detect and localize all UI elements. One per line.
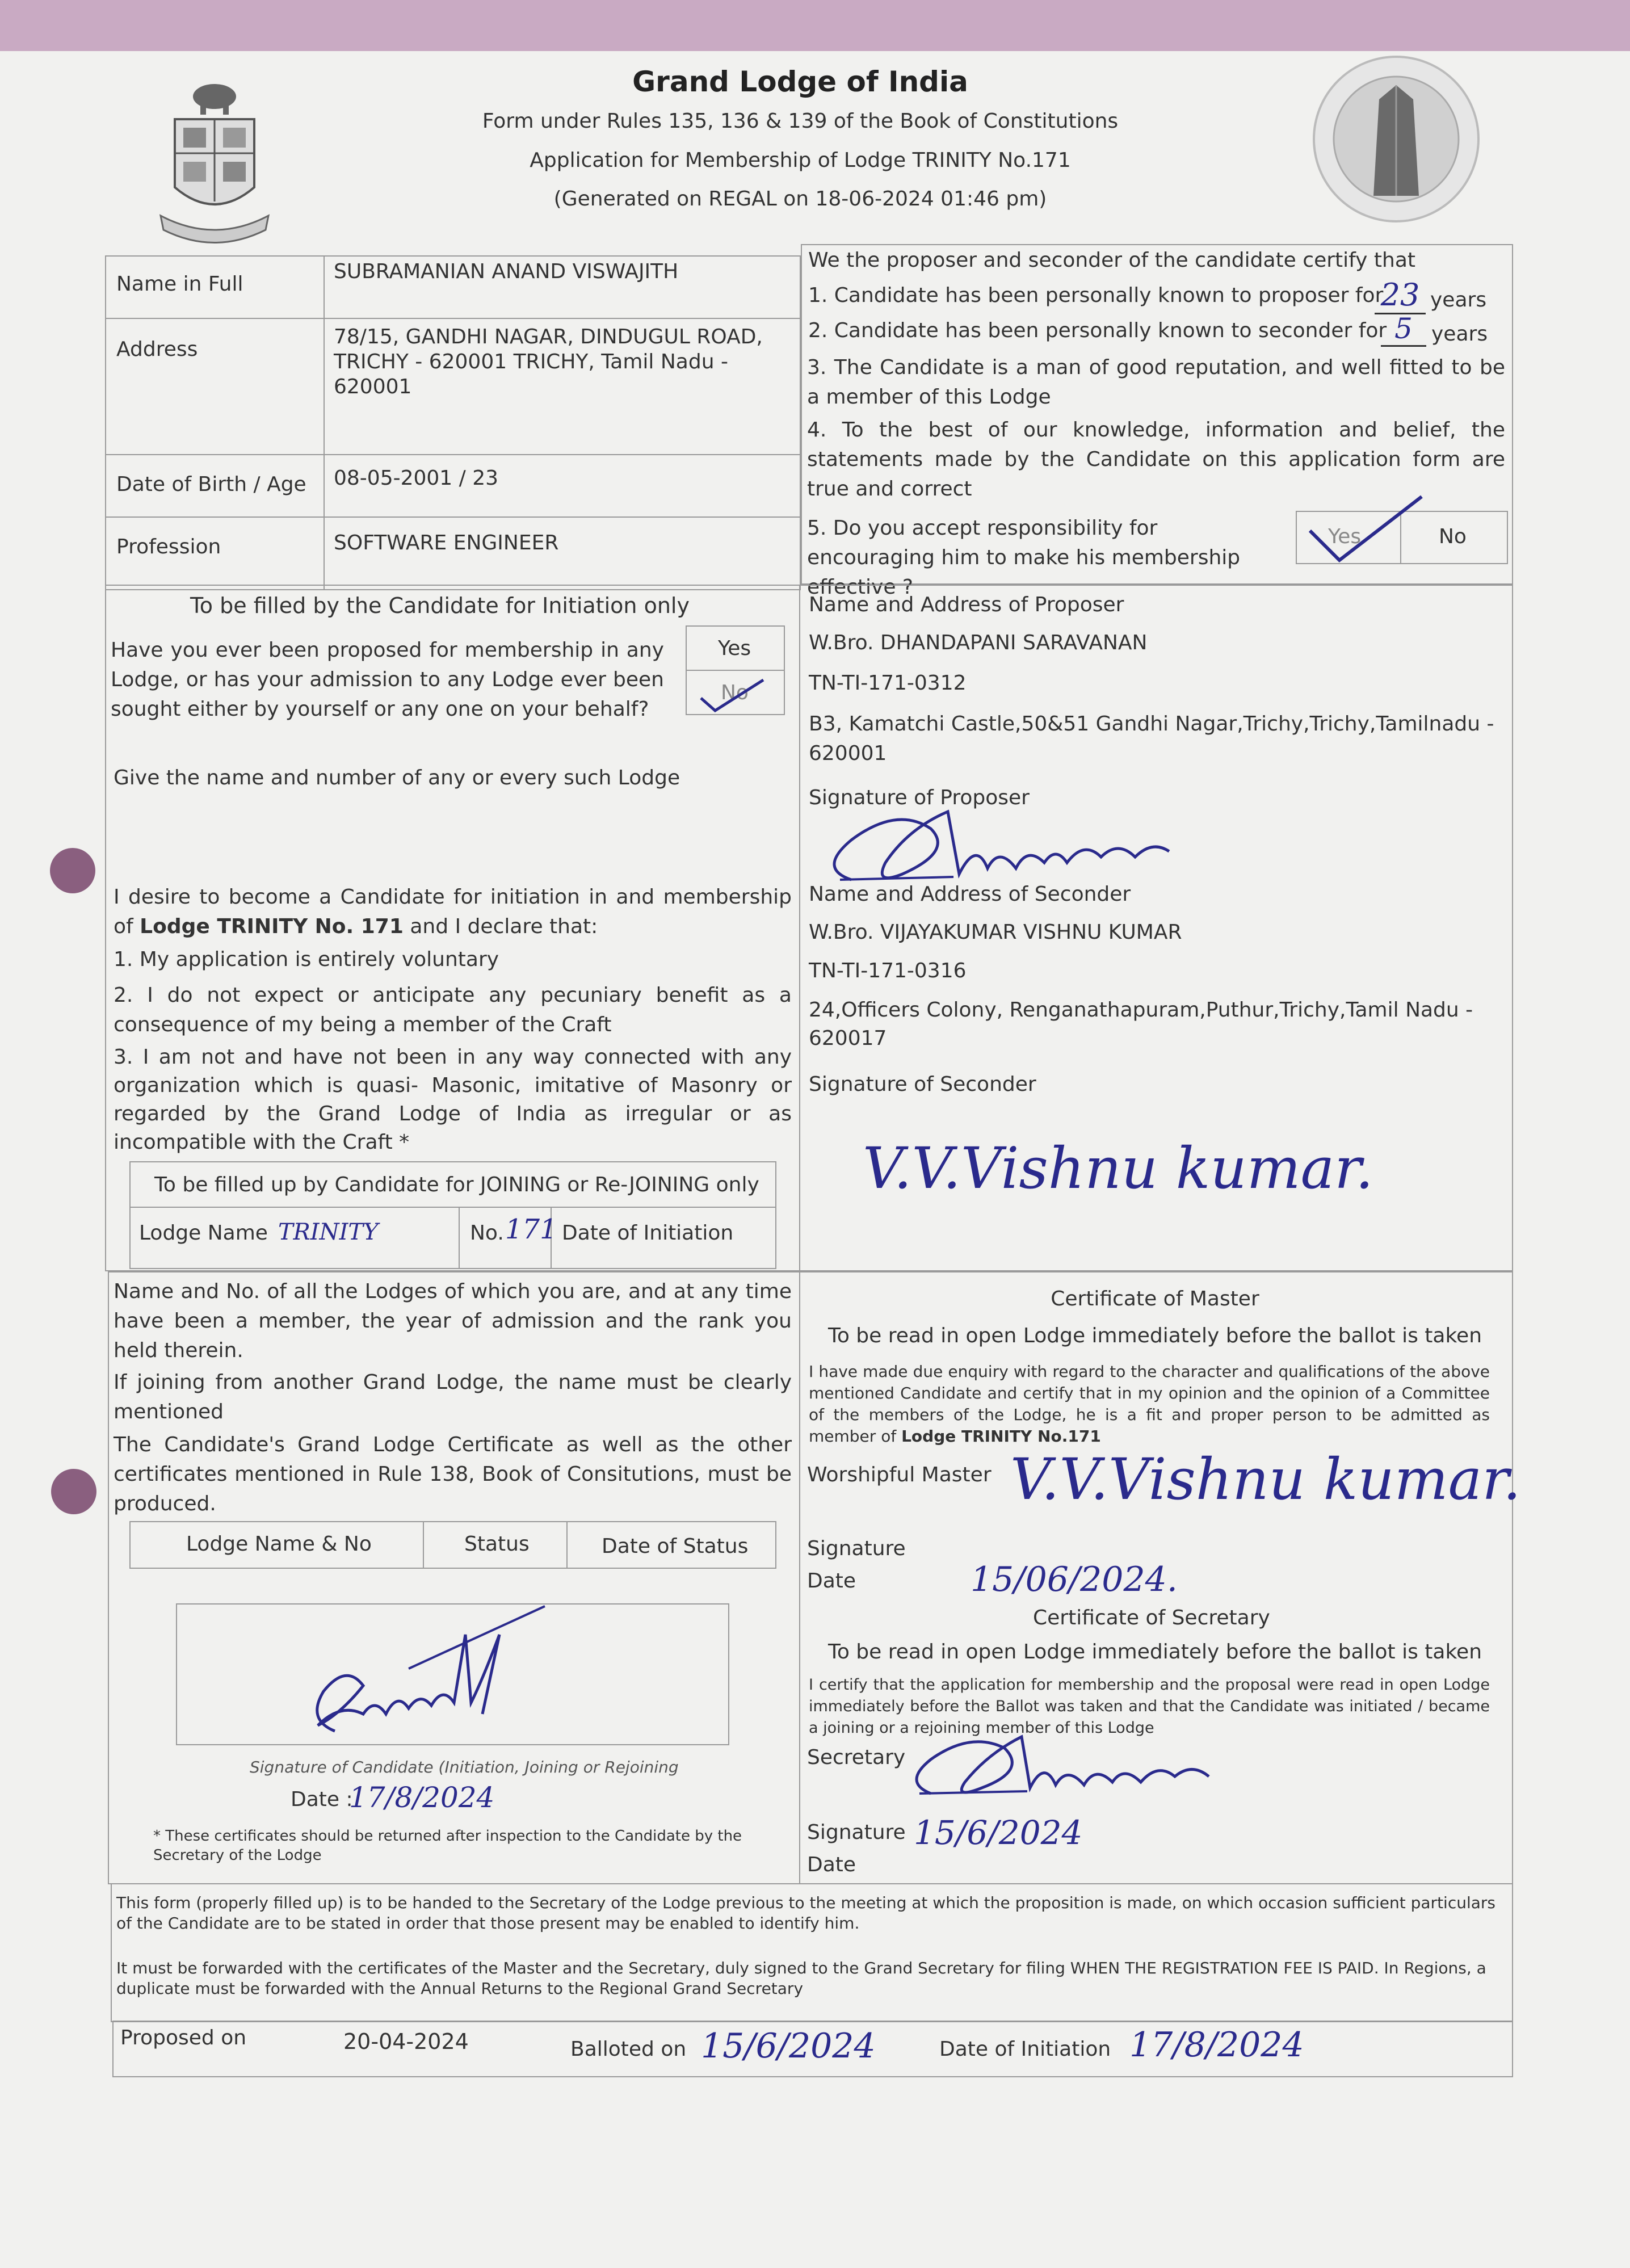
footer-note-1: This form (properly filled up) is to be handed to the Secretary of the Lodge previous to the meeting at which the proposition is made, on which occasion sufficient particulars of the Candidate are to be stated in order that those present may be enabled to identify him.	[116, 1893, 1495, 1933]
accept-yes-label: Yes	[1328, 525, 1362, 548]
proposed-on-label: Proposed on	[120, 2026, 247, 2049]
candidate-date-value: 17/8/2024	[349, 1781, 495, 1814]
declaration-2: 2. I do not expect or anticipate any pecuniary benefit as a consequence of my being a member of the Craft	[114, 984, 792, 1036]
lodges-paragraph-2: If joining from another Grand Lodge, the name must be clearly mentioned	[114, 1371, 792, 1423]
secretary-certificate-subtitle: To be read in open Lodge immediately before the ballot is taken	[827, 1640, 1482, 1664]
joining-lodge-name-label: Lodge Name	[139, 1221, 268, 1245]
address-value: 78/15, GANDHI NAGAR, DINDUGUL ROAD, TRICHY - 620001 TRICHY, Tamil Nadu - 620001	[334, 325, 763, 398]
secretary-signature-label: Signature	[807, 1821, 906, 1844]
worshipful-master-label: Worshipful Master	[807, 1463, 992, 1486]
desire-lodge: Lodge TRINITY No. 171	[140, 915, 404, 938]
secretary-label: Secretary	[807, 1746, 906, 1769]
master-date-label: Date	[807, 1569, 856, 1593]
candidate-signature	[295, 1601, 556, 1742]
address-label: Address	[116, 338, 198, 361]
lodges-col-name: Lodge Name & No	[186, 1532, 372, 1556]
proposer-address: B3, Kamatchi Castle,50&51 Gandhi Nagar,Trichy,Trichy,Tamilnadu - 620001	[809, 712, 1494, 765]
name-label: Name in Full	[116, 272, 243, 296]
certify-item-2: 2. Candidate has been personally known to seconder for	[808, 319, 1387, 342]
proposed-no-label: No	[721, 681, 749, 704]
desire-text	[114, 883, 792, 942]
name-value: SUBRAMANIAN ANAND VISWAJITH	[334, 260, 679, 283]
desire-text-start: I desire to become a Candidate for initiation in and membership of	[114, 885, 792, 938]
proposed-yes-label: Yes	[718, 637, 751, 660]
certify-item-4: 4. To the best of our knowledge, information and belief, the statements made by the Candidate on this application form are true and correct	[807, 418, 1505, 501]
certify-item-1: 1. Candidate has been personally known to proposer for	[808, 284, 1384, 307]
joining-no-label: No.	[470, 1221, 504, 1245]
proposer-name: W.Bro. DHANDAPANI SARAVANAN	[809, 631, 1148, 654]
lodge-seal-icon	[1311, 54, 1481, 224]
form-generated-line: (Generated on REGAL on 18-06-2024 01:46 pm)	[553, 187, 1047, 211]
give-name-label: Give the name and number of any or every such Lodge	[114, 766, 680, 789]
balloted-on-value: 15/6/2024	[701, 2026, 876, 2066]
seconder-id: TN-TI-171-0316	[809, 959, 967, 982]
initiation-date-label: Date of Initiation	[939, 2038, 1111, 2061]
seconder-name: W.Bro. VIJAYAKUMAR VISHNU KUMAR	[809, 921, 1182, 944]
profession-label: Profession	[116, 535, 221, 558]
dob-label: Date of Birth / Age	[116, 473, 306, 496]
certify-item-2-years: years	[1431, 322, 1488, 346]
certify-item-3: 3. The Candidate is a man of good reputation, and well fitted to be a member of this Lodge	[807, 356, 1505, 409]
proposer-years-value: 23	[1375, 277, 1426, 314]
punch-hole	[50, 848, 95, 893]
secretary-date-label: Date	[807, 1853, 856, 1876]
seconder-address: 24,Officers Colony, Renganathapuram,Puthur,Trichy,Tamil Nadu - 620017	[809, 998, 1473, 1050]
master-date-value: 15/06/2024.	[971, 1560, 1178, 1599]
joining-no-value: 171	[505, 1213, 557, 1245]
master-certificate-body: I have made due enquiry with regard to the character and qualifications of the above mentioned Candidate and certify that in my opinion and the opinion of a Committee of the members of the Lodge, he is a fit and proper person to be admitted as member of	[809, 1362, 1490, 1446]
declaration-1: 1. My application is entirely voluntary	[114, 948, 499, 971]
desire-text-end: and I declare that:	[410, 915, 598, 938]
certificates-footnote: * These certificates should be returned after inspection to the Candidate by the Secretary of the Lodge	[153, 1828, 742, 1864]
initiation-heading: To be filled by the Candidate for Initiation only	[190, 593, 690, 618]
accept-no-label: No	[1439, 525, 1467, 548]
master-certificate-subtitle: To be read in open Lodge immediately before the ballot is taken	[827, 1324, 1482, 1347]
initiation-date-value: 17/8/2024	[1129, 2025, 1304, 2065]
proposer-heading: Name and Address of Proposer	[809, 593, 1124, 616]
secretary-date-value: 15/6/2024	[914, 1813, 1083, 1852]
footer-note-2: It must be forwarded with the certificates of the Master and the Secretary, duly signed to the Grand Secretary for filing WHEN THE REGISTRATION FEE IS PAID. In Regions, a duplicate must be forwarded with the Annual Returns to the Regional Grand Secretary	[116, 1959, 1486, 1998]
seconder-signature: V.V.Vishnu kumar.	[863, 1135, 1373, 1202]
certify-item-1-years: years	[1430, 288, 1487, 312]
dob-value: 08-05-2001 / 23	[334, 467, 499, 490]
candidate-date-label: Date :	[291, 1788, 353, 1811]
punch-hole	[51, 1469, 96, 1514]
initiation-question: Have you ever been proposed for membership in any Lodge, or has your admission to any Lodge ever been sought either by yourself or any one on your behalf?	[111, 639, 664, 721]
accept-yes-check-icon	[1305, 491, 1425, 570]
master-signature-label: Signature	[807, 1537, 906, 1560]
seconder-heading: Name and Address of Seconder	[809, 883, 1131, 906]
master-certificate-title: Certificate of Master	[1051, 1287, 1259, 1311]
joining-date-label: Date of Initiation	[562, 1221, 734, 1245]
seconder-years-value: 5	[1381, 312, 1426, 347]
form-application-line: Application for Membership of Lodge TRINITY No.171	[530, 149, 1071, 172]
master-certificate-lodge: Lodge TRINITY No.171	[901, 1427, 1101, 1446]
seconder-signature-label: Signature of Seconder	[809, 1073, 1036, 1096]
grand-lodge-crest-icon	[152, 74, 277, 255]
candidate-signature-caption: Signature of Candidate (Initiation, Joining or Rejoining	[250, 1758, 679, 1776]
lodges-col-date: Date of Status	[602, 1535, 749, 1558]
proposer-signature	[817, 795, 1203, 891]
certify-intro: We the proposer and seconder of the candidate certify that	[808, 249, 1416, 272]
secretary-signature	[902, 1720, 1243, 1805]
master-certificate-text	[809, 1361, 1490, 1447]
proposer-signature-label: Signature of Proposer	[809, 786, 1030, 809]
proposed-on-value: 20-04-2024	[343, 2029, 469, 2054]
declaration-3: 3. I am not and have not been in any way connected with any organization which is quasi- Masonic, imitative of Masonry or regarded by the Grand Lodge of India as irregular or as incompatible with the Craft *	[114, 1045, 792, 1154]
lodges-col-status: Status	[464, 1532, 530, 1556]
form-rules-line: Form under Rules 135, 136 & 139 of the Book of Constitutions	[482, 110, 1119, 133]
certify-item-5: 5. Do you accept responsibility for encouraging him to make his membership effective ?	[807, 516, 1241, 599]
lodges-paragraph-3: The Candidate's Grand Lodge Certificate as well as the other certificates mentioned in Rule 138, Book of Consitutions, must be produced.	[114, 1433, 792, 1515]
joining-heading: To be filled up by Candidate for JOINING or Re-JOINING only	[154, 1173, 759, 1196]
joining-lodge-name-value: TRINITY	[278, 1219, 379, 1245]
proposer-id: TN-TI-171-0312	[809, 671, 967, 695]
form-title: Grand Lodge of India	[632, 65, 968, 98]
master-signature: V.V.Vishnu kumar.	[1010, 1446, 1521, 1513]
profession-value: SOFTWARE ENGINEER	[334, 531, 559, 555]
balloted-on-label: Balloted on	[570, 2038, 687, 2061]
secretary-certificate-title: Certificate of Secretary	[1033, 1606, 1270, 1629]
lodges-paragraph-1: Name and No. of all the Lodges of which you are, and at any time have been a member, the year of admission and the rank you held therein.	[114, 1280, 792, 1362]
proposed-no-check-icon	[698, 675, 766, 715]
secretary-certificate-text: I certify that the application for membership and the proposal were read in open Lodge immediately before the Ballot was taken and that the Candidate was initiated / became a joining or a rejoining member of this Lodge	[809, 1676, 1490, 1737]
